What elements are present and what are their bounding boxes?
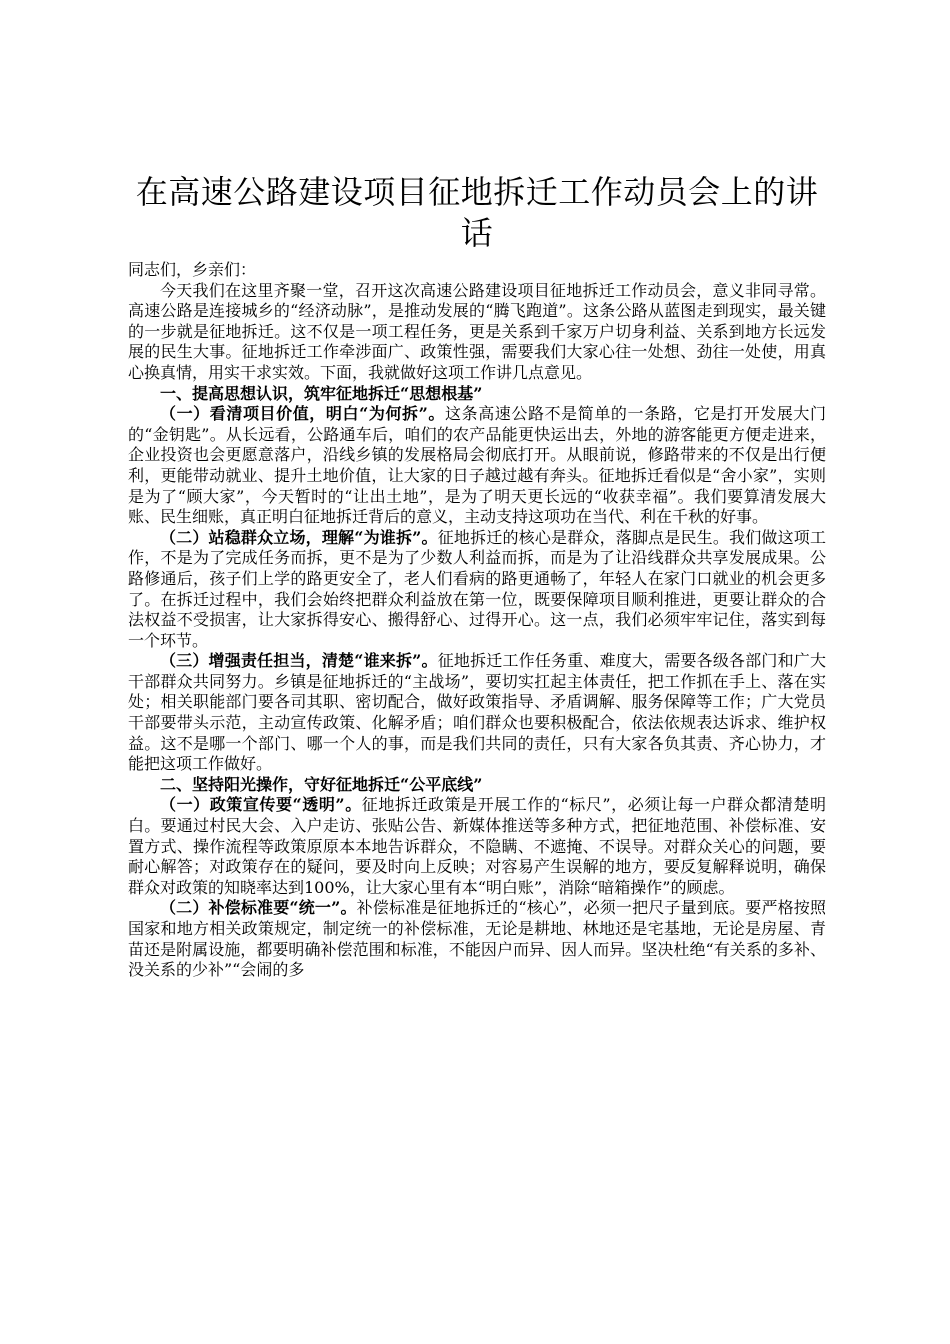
- section-2-paragraph-1: [128, 795, 826, 898]
- paragraph-lead: （一）政策宣传要“透明”。: [160, 795, 362, 815]
- document-page: [128, 172, 826, 981]
- paragraph-lead: （一）看清项目价值，明白“为何拆”。: [160, 404, 446, 424]
- paragraph-text: 补偿标准是征地拆迁的“核心”，必须一把尺子量到底。要严格按照国家和地方相关政策规定，制定统一的补偿标准，无论是耕地、林地还是宅基地，无论是房屋、青苗还是附属设施，都要明确补偿范围和标准，不能因户而异、因人而异。坚决杜绝“有关系的多补、没关系的少补”“会闹的多: [128, 898, 826, 980]
- paragraph-text: 征地拆迁政策是开展工作的“标尺”，必须让每一户群众都清楚明白。要通过村民大会、入户走访、张贴公告、新媒体推送等多种方式，把征地范围、补偿标准、安置方式、操作流程等政策原原本本地告诉群众，不隐瞒、不遮掩、不误导。对群众关心的问题，要耐心解答；对政策存在的疑问，要及时向上反映；对容易产生误解的地方，要反复解释说明，确保群众对政策的知晓率达到100%，让大家心里有本“明白账”，消除“暗箱操作”的顾虑。: [128, 795, 826, 897]
- paragraph-lead: （二）补偿标准要“统一”。: [160, 898, 357, 918]
- intro-paragraph: 今天我们在这里齐聚一堂，召开这次高速公路建设项目征地拆迁工作动员会，意义非同寻常。高速公路是连接城乡的“经济动脉”，是推动发展的“腾飞跑道”。这条公路从蓝图走到现实，最关键的一步就是征地拆迁。这不仅是一项工程任务，更是关系到千家万户切身利益、关系到地方长远发展的民生大事。征地拆迁工作牵涉面广、政策性强，需要我们大家心往一处想、劲往一处使，用真心换真情，用实干求实效。下面，我就做好这项工作讲几点意见。: [128, 280, 826, 382]
- paragraph-text: 征地拆迁的核心是群众，落脚点是民生。我们做这项工作，不是为了完成任务而拆，更不是为了少数人利益而拆，而是为了让沿线群众共享发展成果。公路修通后，孩子们上学的路更安全了，老人们看病的路更通畅了，年轻人在家门口就业的机会更多了。在拆迁过程中，我们会始终把群众利益放在第一位，既要保障项目顺利推进，更要让群众的合法权益不受损害，让大家拆得安心、搬得舒心、过得开心。这一点，我们必须牢牢记住，落实到每一个环节。: [128, 527, 826, 650]
- paragraph-lead: （二）站稳群众立场，理解“为谁拆”。: [160, 527, 438, 547]
- document-title: 在高速公路建设项目征地拆迁工作动员会上的讲话: [135, 173, 819, 252]
- salutation: 同志们，乡亲们：: [128, 260, 257, 279]
- section-1-paragraph-1: [128, 404, 826, 528]
- section-1-paragraph-2: [128, 528, 826, 652]
- paragraph-lead: （三）增强责任担当，清楚“谁来拆”。: [160, 651, 438, 671]
- section-2-heading: 二、坚持阳光操作，守好征地拆迁“公平底线”: [160, 774, 483, 794]
- section-1-paragraph-3: [128, 651, 826, 775]
- paragraph-text: 这条高速公路不是简单的一条路，它是打开发展大门的“金钥匙”。从长远看，公路通车后，咱们的农产品能更快运出去，外地的游客能更方便走进来，企业投资也会更愿意落户，沿线乡镇的发展格局会彻底打开。从眼前说，修路带来的不仅是出行便利，更能带动就业、提升土地价值，让大家的日子越过越有奔头。征地拆迁看似是“舍小家”，实则是为了“顾大家”，今天暂时的“让出土地”，是为了明天更长远的“收获幸福”。我们要算清发展大账、民生细账，真正明白征地拆迁背后的意义，主动支持这项功在当代、利在千秋的好事。: [128, 404, 826, 527]
- document-body: [128, 260, 826, 981]
- section-2-paragraph-2: [128, 898, 826, 980]
- paragraph-text: 征地拆迁工作任务重、难度大，需要各级各部门和广大干部群众共同努力。乡镇是征地拆迁的“主战场”，要切实扛起主体责任，把工作抓在手上、落在实处；相关职能部门要各司其职、密切配合，做好政策指导、矛盾调解、服务保障等工作；广大党员干部要带头示范，主动宣传政策、化解矛盾；咱们群众也要积极配合，依法依规表达诉求、维护权益。这不是哪一个部门、哪一个人的事，而是我们共同的责任，只有大家各负其责、齐心协力，才能把这项工作做好。: [128, 651, 826, 774]
- section-1-heading: 一、提高思想认识，筑牢征地拆迁“思想根基”: [160, 383, 483, 403]
